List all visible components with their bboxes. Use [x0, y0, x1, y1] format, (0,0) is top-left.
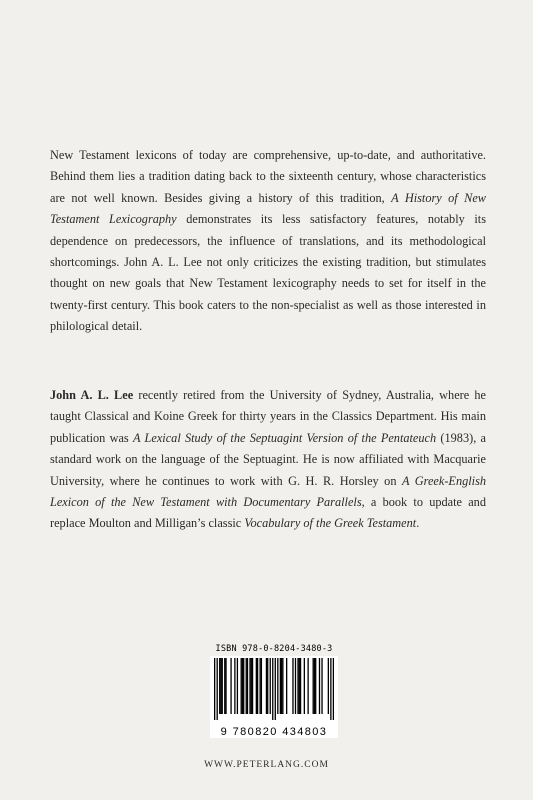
barcode-bar: [261, 658, 262, 714]
barcode-bar: [222, 658, 223, 714]
barcode-bar: [234, 658, 235, 714]
barcode-bar: [230, 658, 231, 714]
bio-title-3: Vocabulary of the Greek Testament: [244, 516, 417, 531]
author-name: John A. L. Lee: [50, 388, 134, 402]
barcode-box: [210, 656, 338, 738]
barcode-bar: [249, 658, 250, 714]
barcode-bar: [280, 658, 281, 714]
bio-text-4: .: [416, 516, 420, 531]
barcode-bar: [300, 658, 301, 714]
barcode-bar: [286, 658, 287, 714]
barcode-bar: [321, 658, 322, 714]
barcode-bar: [272, 658, 273, 720]
barcode-bar: [313, 658, 314, 714]
barcode-bar: [315, 658, 316, 714]
barcode-bar: [314, 658, 315, 714]
barcode-bar: [281, 658, 282, 714]
barcode-bar: [247, 658, 248, 714]
barcode-bar: [304, 658, 305, 714]
isbn-label: ISBN 978-0-8204-3480-3: [215, 644, 333, 654]
barcode-bar: [220, 658, 221, 714]
barcode-bar: [297, 658, 298, 714]
barcode-bar: [277, 658, 278, 714]
barcode-bar: [259, 658, 260, 714]
barcode-bar: [330, 658, 331, 720]
bio-text-2: (1983), a standard work on the language of the Septuagint. He is now affiliated with Macquarie University, where he continues to work with G. H. R. Horsley on: [50, 430, 486, 488]
barcode-bar: [256, 658, 257, 714]
bio-text-3: , a book to update and replace Moulton and Milligan’s classic: [50, 495, 486, 531]
barcode-bars: [214, 658, 334, 720]
publisher-website: WWW.PETERLANG.COM: [204, 760, 329, 770]
barcode-bar: [251, 658, 252, 714]
barcode-bar: [282, 658, 283, 714]
barcode-bar: [275, 658, 276, 720]
isbn-barcode-block: [210, 644, 338, 738]
author-bio: [50, 385, 486, 535]
barcode-bar: [214, 658, 215, 720]
barcode-bar: [224, 658, 225, 714]
barcode-bar: [295, 658, 296, 714]
barcode-bar: [292, 658, 293, 714]
barcode-bar: [243, 658, 244, 714]
barcode-bar: [307, 658, 308, 714]
bio-title-2: A Greek-English Lexicon of the New Testament with Documentary Parallels: [50, 473, 487, 510]
barcode-bar: [270, 658, 271, 714]
barcode-bar: [219, 658, 220, 714]
barcode-bar: [257, 658, 258, 714]
bio-title-1: A Lexical Study of the Septuagint Version of the Pentateuch: [132, 430, 437, 445]
description-text-2: demonstrates its less satisfactory features, notably its dependence on predecessors, the influence of translations, and its methodological shortcomings. John A. L. Lee not only criticizes the existing tradition, but stimulates thought on new goals that New Testament lexicography needs to set for itself in the twenty-first century. This book caters to the non-specialist as well as those interested in philological detail.: [50, 212, 486, 334]
barcode-bar: [319, 658, 320, 714]
barcode-bar: [267, 658, 268, 714]
barcode-bar: [266, 658, 267, 714]
barcode-digits: 9 780820 434803: [220, 726, 328, 738]
barcode-bar: [328, 658, 329, 714]
barcode-bar: [333, 658, 334, 720]
book-description: [50, 145, 486, 338]
bio-text-1: recently retired from the University of Sydney, Australia, where he taught Classical and Koine Greek for thirty years in the Classics Department. His main publication was: [50, 388, 487, 445]
barcode-bar: [217, 658, 218, 720]
book-title-italic: A History of New Testament Lexicography: [50, 190, 486, 227]
barcode-bar: [252, 658, 253, 714]
barcode-bar: [225, 658, 226, 714]
barcode-bar: [299, 658, 300, 714]
barcode-bar: [246, 658, 247, 714]
description-text-1: New Testament lexicons of today are comprehensive, up-to-date, and authoritative. Behind them lies a tradition dating back to the sixteenth century, whose characteristics are not well known. Besides giving a history of this tradition,: [50, 148, 486, 205]
barcode-bar: [241, 658, 242, 714]
barcode-bar: [237, 658, 238, 714]
barcode-bar: [242, 658, 243, 714]
